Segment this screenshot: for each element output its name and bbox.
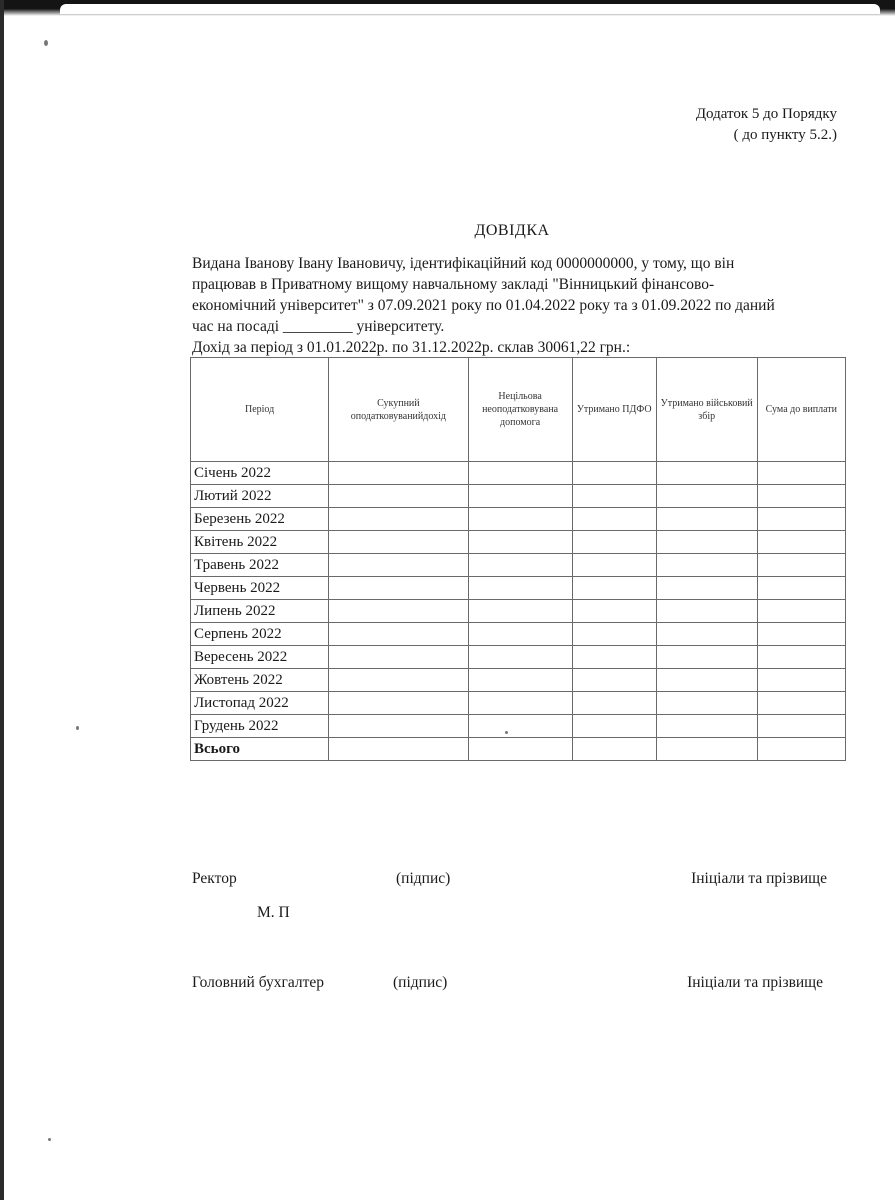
table-cell <box>572 669 656 692</box>
header-period: Період <box>191 358 329 462</box>
table-cell <box>757 531 845 554</box>
table-row <box>191 692 846 715</box>
table-row <box>191 508 846 531</box>
table-cell <box>329 646 468 669</box>
table-cell <box>572 715 656 738</box>
table-cell <box>757 577 845 600</box>
table-cell <box>329 600 468 623</box>
appendix-line-1: Додаток 5 до Порядку <box>695 106 837 122</box>
table-cell <box>572 692 656 715</box>
table-cell <box>572 600 656 623</box>
table-cell <box>757 715 845 738</box>
month-label: Серпень 2022 <box>191 623 329 646</box>
table-cell <box>757 554 845 577</box>
rector-title: Ректор <box>192 870 237 887</box>
accountant-signature: (підпис) <box>393 974 448 991</box>
table-row <box>191 715 846 738</box>
seal-mark: М. П <box>257 904 290 921</box>
document-title: ДОВІДКА <box>474 222 550 239</box>
table-cell <box>468 715 572 738</box>
month-label: Листопад 2022 <box>191 692 329 715</box>
table-cell <box>656 738 757 761</box>
table-cell <box>329 554 468 577</box>
table-row <box>191 554 846 577</box>
table-cell <box>757 623 845 646</box>
month-label: Жовтень 2022 <box>191 669 329 692</box>
table-cell <box>572 738 656 761</box>
table-row <box>191 646 846 669</box>
table-cell <box>757 669 845 692</box>
table-cell <box>468 577 572 600</box>
table-cell <box>656 462 757 485</box>
header-pdfo: Утримано ПДФО <box>572 358 656 462</box>
table-cell <box>468 692 572 715</box>
appendix-note <box>696 104 837 146</box>
table-cell <box>656 554 757 577</box>
month-label: Лютий 2022 <box>191 485 329 508</box>
month-label: Квітень 2022 <box>191 531 329 554</box>
header-military-levy: Утримано військовий збір <box>656 358 757 462</box>
scan-left-edge <box>0 0 4 1200</box>
month-label: Липень 2022 <box>191 600 329 623</box>
table-cell <box>329 715 468 738</box>
table-cell <box>757 462 845 485</box>
table-cell <box>468 531 572 554</box>
table-cell <box>757 646 845 669</box>
table-cell <box>329 508 468 531</box>
document-title-wrap <box>0 222 895 240</box>
table-cell <box>468 508 572 531</box>
income-table <box>190 357 846 761</box>
table-cell <box>757 738 845 761</box>
table-cell <box>572 554 656 577</box>
scan-speck <box>76 726 79 730</box>
table-cell <box>757 692 845 715</box>
table-cell <box>757 508 845 531</box>
table-cell <box>468 485 572 508</box>
table-cell <box>329 462 468 485</box>
table-cell <box>468 669 572 692</box>
header-payable: Сума до виплати <box>757 358 845 462</box>
table-row <box>191 531 846 554</box>
table-row <box>191 623 846 646</box>
scan-top-edge <box>0 0 895 16</box>
certificate-text <box>192 253 828 358</box>
table-cell <box>572 646 656 669</box>
table-cell <box>656 669 757 692</box>
table-cell <box>329 531 468 554</box>
table-cell <box>656 508 757 531</box>
header-nontaxable-aid: Нецільова неоподатковувана допомога <box>468 358 572 462</box>
table-cell <box>329 623 468 646</box>
table-cell <box>468 600 572 623</box>
table-row <box>191 485 846 508</box>
table-row <box>191 669 846 692</box>
table-cell <box>656 485 757 508</box>
text-line: Видана Іванову Івану Івановичу, ідентифікаційний код 0000000000, у тому, що він <box>192 255 735 272</box>
table-cell <box>656 577 757 600</box>
table-cell <box>329 485 468 508</box>
table-cell <box>757 600 845 623</box>
income-summary: Дохід за період з 01.01.2022р. по 31.12.2022р. склав 30061,22 грн.: <box>192 339 631 356</box>
table-cell <box>656 600 757 623</box>
table-row <box>191 577 846 600</box>
month-label: Травень 2022 <box>191 554 329 577</box>
table-row <box>191 600 846 623</box>
table-cell <box>656 715 757 738</box>
scan-speck <box>48 1138 51 1141</box>
month-label: Грудень 2022 <box>191 715 329 738</box>
table-cell <box>572 623 656 646</box>
table-cell <box>468 738 572 761</box>
table-cell <box>468 623 572 646</box>
table-cell <box>572 508 656 531</box>
total-label: Всього <box>191 738 329 761</box>
month-label: Березень 2022 <box>191 508 329 531</box>
table-cell <box>329 738 468 761</box>
accountant-title: Головний бухгалтер <box>192 974 325 991</box>
table-row <box>191 462 846 485</box>
table-cell <box>656 623 757 646</box>
table-cell <box>572 531 656 554</box>
table-cell <box>572 485 656 508</box>
table-header-row <box>191 358 846 462</box>
table-cell <box>329 577 468 600</box>
table-cell <box>329 669 468 692</box>
table-cell <box>329 692 468 715</box>
month-label: Вересень 2022 <box>191 646 329 669</box>
table-total-row <box>191 738 846 761</box>
table-cell <box>572 577 656 600</box>
text-line: працював в Приватному вищому навчальному закладі "Вінницький фінансово- <box>192 276 715 293</box>
table-cell <box>656 531 757 554</box>
appendix-line-2: ( до пункту 5.2.) <box>733 127 837 143</box>
rector-name: Ініціали та прізвище <box>691 870 827 887</box>
table-cell <box>468 462 572 485</box>
table-cell <box>757 485 845 508</box>
header-taxable-income: Сукупний оподатковуванийдохід <box>329 358 468 462</box>
table-cell <box>468 646 572 669</box>
text-line: час на посаді _________ університету. <box>192 318 445 335</box>
month-label: Січень 2022 <box>191 462 329 485</box>
rector-signature: (підпис) <box>396 870 451 887</box>
table-cell <box>656 646 757 669</box>
month-label: Червень 2022 <box>191 577 329 600</box>
scan-speck <box>44 40 48 46</box>
table-cell <box>656 692 757 715</box>
table-cell <box>468 554 572 577</box>
text-line: економічний університет" з 07.09.2021 року по 01.04.2022 року та з 01.09.2022 по даний <box>192 297 775 314</box>
accountant-name: Ініціали та прізвище <box>687 974 823 991</box>
table-cell <box>572 462 656 485</box>
